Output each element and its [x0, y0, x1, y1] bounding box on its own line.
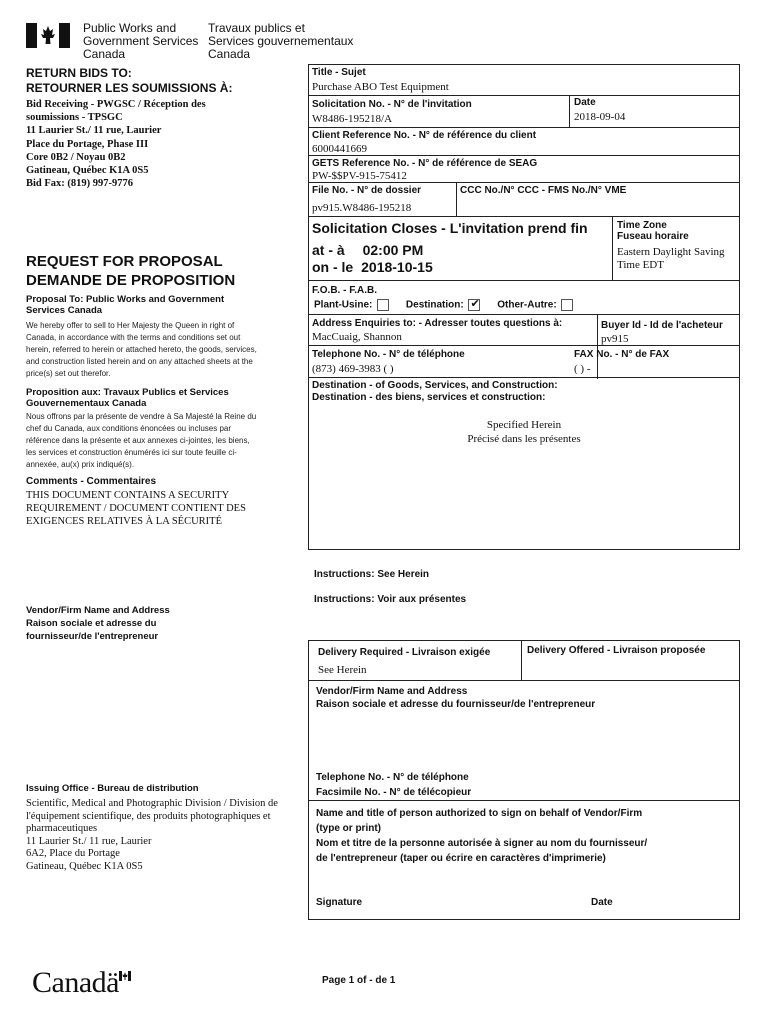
solicitation-label: Solicitation No. - N° de l'invitation — [312, 99, 472, 110]
divider — [308, 800, 740, 801]
client-reference-value: 6000441669 — [312, 143, 367, 155]
divider — [308, 127, 740, 128]
return-bids-heading: RETURN BIDS TO: RETOURNER LES SOUMISSIONS À: — [26, 66, 233, 95]
proposition-heading: Proposition aux: Travaux Publics et Services Gouvernementaux Canada — [26, 387, 229, 409]
canada-wordmark: Canadä — [32, 966, 119, 999]
fax-label: FAX No. - N° de FAX — [574, 349, 670, 360]
divider — [612, 216, 613, 280]
divider — [308, 216, 740, 217]
time-zone-value: Eastern Daylight Saving Time EDT — [617, 246, 725, 271]
closing-date: on - le 2018-10-15 — [312, 259, 433, 275]
title-label: Title - Sujet — [312, 67, 366, 78]
divider — [308, 182, 740, 183]
divider — [308, 345, 740, 346]
buyer-id-value: pv915 — [601, 333, 629, 345]
instructions-en: Instructions: See Herein — [314, 569, 430, 580]
divider — [521, 640, 522, 680]
instructions-fr: Instructions: Voir aux présentes — [314, 594, 467, 605]
gets-reference-label: GETS Reference No. - N° de référence de SEAG — [312, 158, 538, 169]
buyer-id-label: Buyer Id - Id de l'acheteur — [601, 320, 723, 331]
divider — [308, 95, 740, 96]
gets-reference-value: PW-$$PV-915-75412 — [312, 170, 407, 182]
other-checkbox[interactable] — [561, 299, 573, 311]
solicitation-closes-label: Solicitation Closes - L'invitation prend fin — [312, 220, 588, 236]
return-bids-address: Bid Receiving - PWGSC / Réception des soumissions - TPSGC 11 Laurier St./ 11 rue, Laurier Place du Portage, Phase III Core 0B2 / Noyau 0B2 Gatineau, Québec K1A 0S5 Bid Fax: (819) 997-9776 — [26, 99, 206, 190]
solicitation-value: W8486-195218/A — [312, 113, 393, 125]
closing-time: at - à 02:00 PM — [312, 242, 424, 258]
delivery-required-value: See Herein — [318, 664, 367, 676]
comments-text: THIS DOCUMENT CONTAINS A SECURITY REQUIREMENT / DOCUMENT CONTIENT DES EXIGENCES RELATIVES À LA SÉCURITÉ — [26, 490, 246, 527]
client-reference-label: Client Reference No. - N° de référence du client — [312, 130, 537, 141]
telephone-label: Telephone No. - N° de téléphone — [312, 349, 465, 360]
address-enquiries-label: Address Enquiries to: - Adresser toutes questions à: — [312, 318, 563, 329]
authorized-signer-label: Name and title of person authorized to sign on behalf of Vendor/Firm (type or print) Nom et titre de la personne autorisée à signer au nom du fournisseur/ de l'entrepreneur (taper ou écrire en caractères d'imprimerie) — [316, 808, 648, 864]
destination-goods-value: Specified Herein Précisé dans les présentes — [467, 419, 581, 445]
issuing-office-address: Scientific, Medical and Photographic Division / Division de l'équipement scientifique, des produits photographiques et pharmaceutiques 11 Laurier St./ 11 rue, Laurier 6A2, Place du Portage Gatineau, Québec K1A 0S5 — [26, 798, 278, 872]
fob-label: F.O.B. - F.A.B. — [312, 285, 377, 296]
divider — [308, 377, 740, 378]
telephone-value: (873) 469-3983 ( ) — [312, 363, 394, 375]
fob-options: Plant-Usine: Destination: ✔ Other-Autre: — [314, 299, 573, 311]
divider — [308, 280, 740, 281]
delivery-required-label: Delivery Required - Livraison exigée — [318, 647, 491, 658]
date-value: 2018-09-04 — [574, 111, 626, 123]
delivery-offered-label: Delivery Offered - Livraison proposée — [527, 645, 706, 656]
title-value: Purchase ABO Test Equipment — [312, 81, 449, 93]
wordmark-flag-icon — [119, 968, 131, 978]
department-name-fr: Travaux publics et Services gouvernementaux Canada — [208, 21, 354, 61]
divider — [597, 314, 598, 379]
ccc-number-label: CCC No./N° CCC - FMS No./N° VME — [460, 185, 627, 196]
file-number-value: pv915.W8486-195218 — [312, 202, 412, 214]
signature-date-label: Date — [591, 897, 613, 908]
proposal-to-heading: Proposal To: Public Works and Government Services Canada — [26, 294, 225, 316]
destination-goods-label: Destination - of Goods, Services, and Construction: Destination - des biens, services et construction: — [312, 380, 558, 403]
department-name-en: Public Works and Government Services Canada — [83, 21, 199, 61]
signature-label: Signature — [316, 897, 363, 908]
proposition-body: Nous offrons par la présente de vendre à Sa Majesté la Reine du chef du Canada, aux conditions énoncées ou incluses par référence dans la présente et aux annexes ci-jointes, les biens, les services et construction énumérés ici sur toute feuille ci-annexée, au(x) prix indiqué(s). — [26, 412, 257, 469]
divider — [308, 314, 740, 315]
destination-checkbox[interactable] — [468, 299, 480, 311]
date-label: Date — [574, 97, 596, 108]
proposal-to-body: We hereby offer to sell to Her Majesty the Queen in right of Canada, in accordance with the terms and conditions set out herein, referred to herein or attached hereto, the goods, services, and construction listed herein and on any attached sheets at the price(s) set out therefor. — [26, 321, 257, 378]
vendor-fax-label: Facsimile No. - N° de télécopieur — [316, 787, 472, 798]
issuing-office-label: Issuing Office - Bureau de distribution — [26, 783, 199, 794]
file-number-label: File No. - N° de dossier — [312, 185, 422, 196]
divider — [569, 95, 570, 127]
canada-flag-icon — [26, 23, 70, 48]
vendor-firm-label: Vendor/Firm Name and Address Raison sociale et adresse du fournisseur/de l'entrepreneur — [316, 686, 596, 710]
comments-label: Comments - Commentaires — [26, 476, 157, 487]
divider — [308, 155, 740, 156]
rfp-title: REQUEST FOR PROPOSAL DEMANDE DE PROPOSITION — [26, 253, 236, 289]
divider — [456, 182, 457, 216]
time-zone-label: Time Zone Fuseau horaire — [617, 220, 689, 242]
plant-checkbox[interactable] — [377, 299, 389, 311]
page-number: Page 1 of - de 1 — [322, 975, 396, 986]
address-enquiries-value: MacCuaig, Shannon — [312, 331, 402, 343]
fax-value: ( ) - — [574, 363, 591, 375]
divider — [308, 680, 740, 681]
vendor-firm-label-left: Vendor/Firm Name and Address Raison sociale et adresse du fournisseur/de l'entrepreneur — [26, 605, 170, 642]
vendor-phone-label: Telephone No. - N° de téléphone — [316, 772, 469, 783]
